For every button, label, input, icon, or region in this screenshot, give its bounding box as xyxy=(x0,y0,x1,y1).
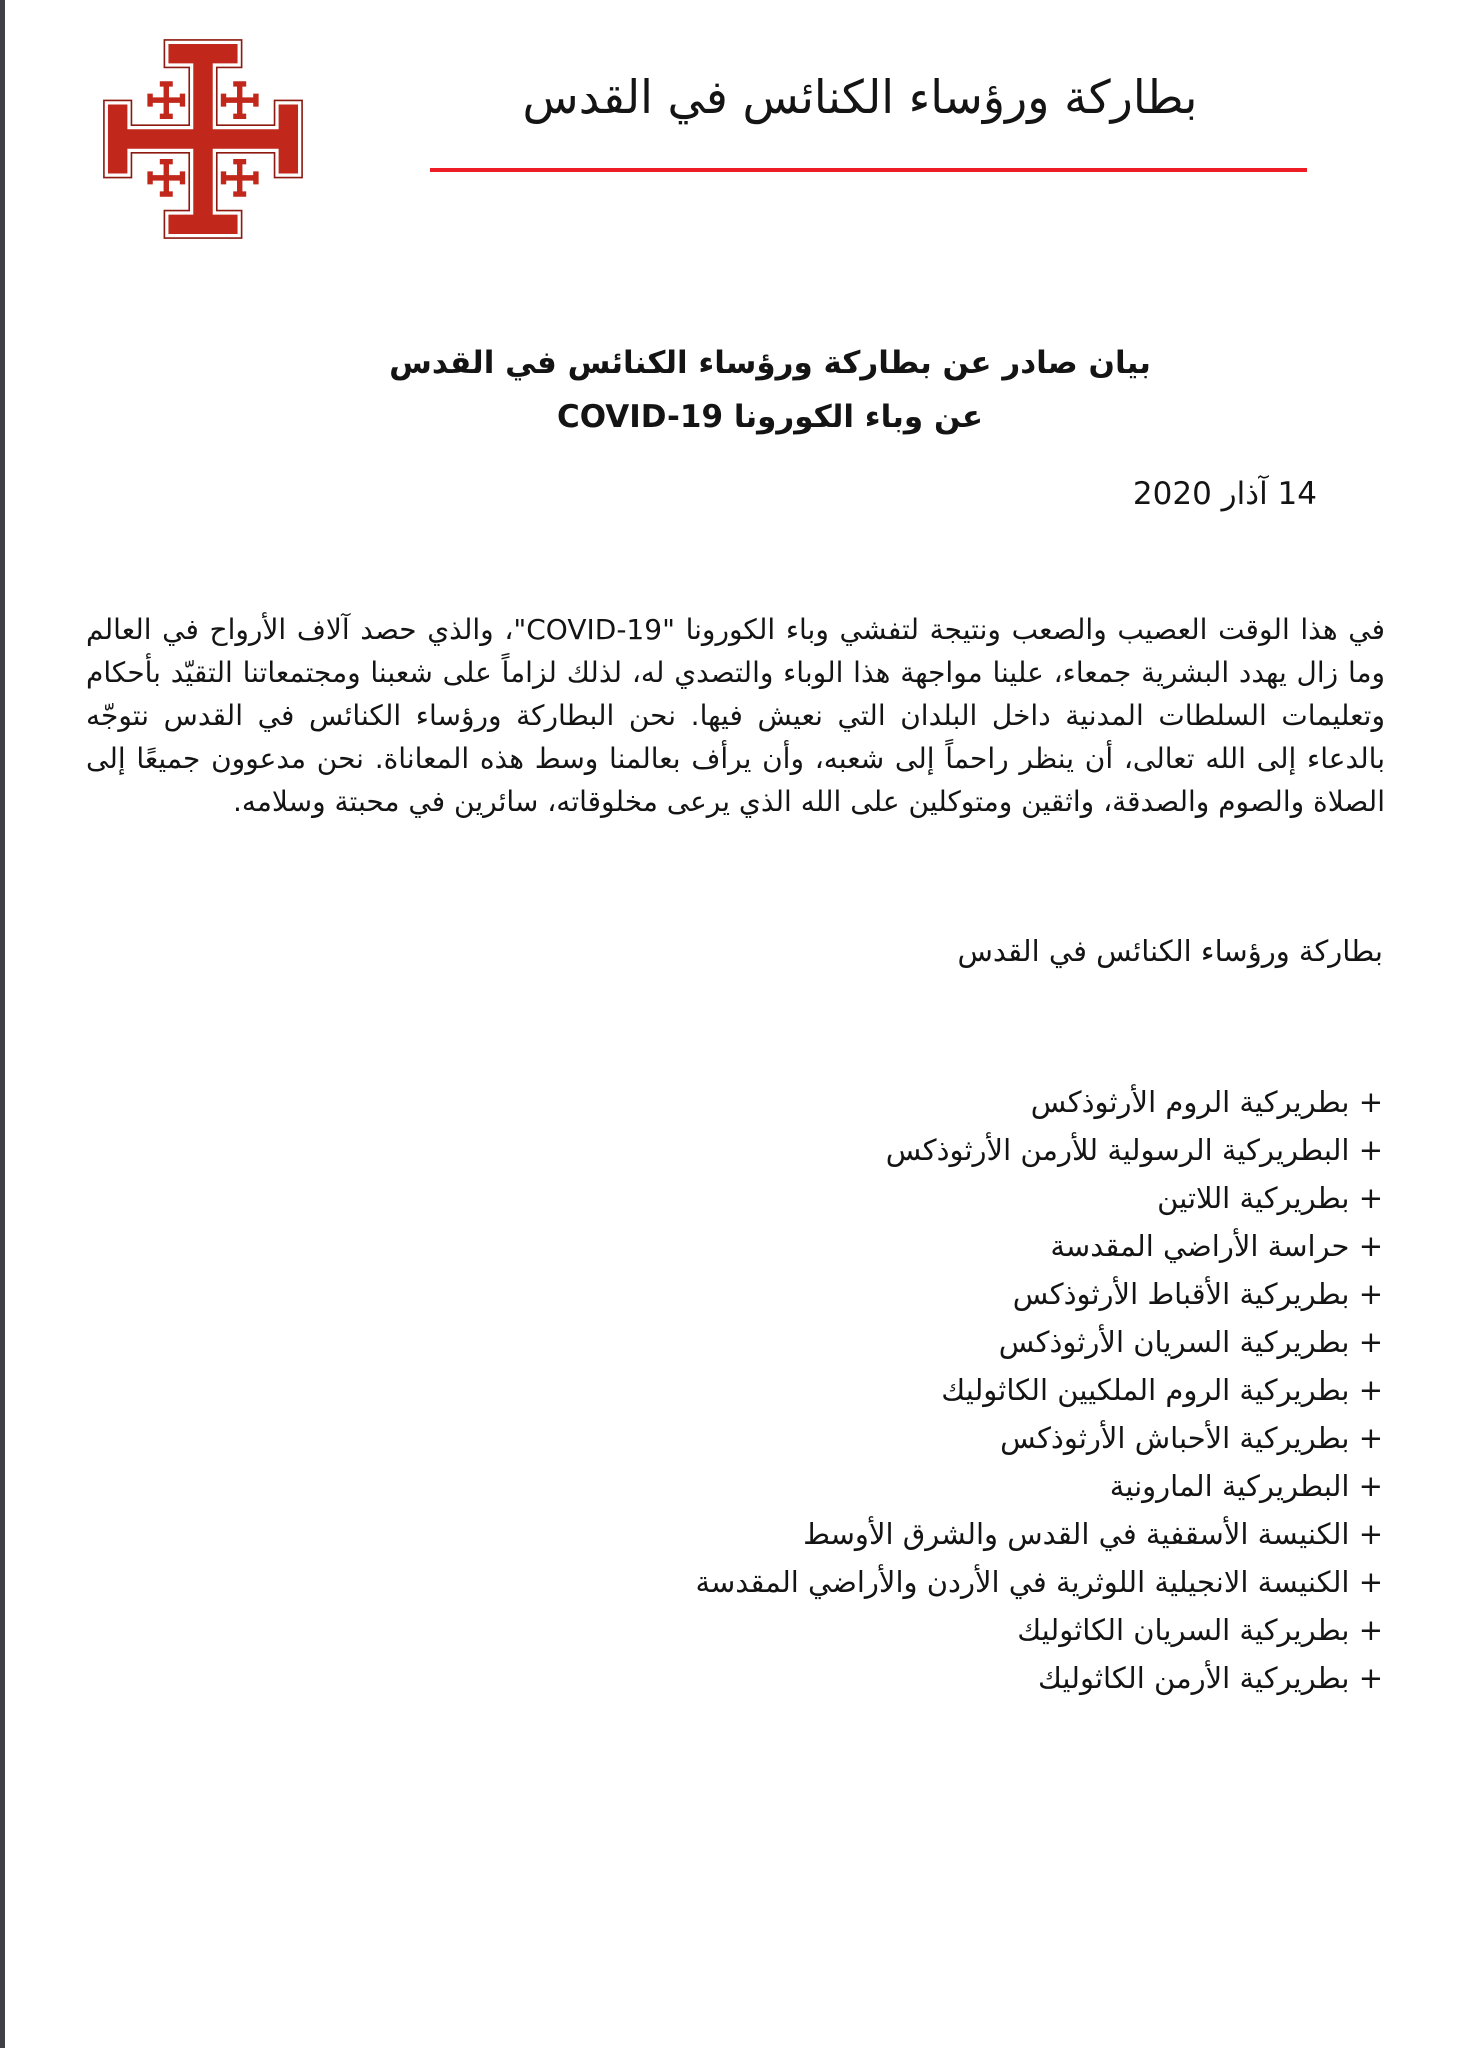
church-list-item: + حراسة الأراضي المقدسة xyxy=(1050,1229,1383,1263)
church-list-item: + بطريركية الروم الملكيين الكاثوليك xyxy=(941,1373,1383,1407)
jerusalem-cross-icon xyxy=(95,26,311,252)
church-list-item: + بطريركية السريان الأرثوذكس xyxy=(998,1325,1383,1359)
statement-heading-line1: بيان صادر عن بطاركة ورؤساء الكنائس في القدس xyxy=(389,345,1151,381)
statement-body: في هذا الوقت العصيب والصعب ونتيجة لتفشي وباء الكورونا "COVID-19"، والذي حصد آلاف الأرواح في العالم وما زال يهدد البشرية جمعاء، علينا مواجهة هذا الوباء والتصدي له، لذلك لزاماً على شعبنا ومجتمعاتنا التقيّد بأحكام وتعليمات السلطات المدنية داخل البلدان التي نعيش فيها. نحن البطاركة ورؤساء الكنائس في القدس نتوجّه بالدعاء إلى الله تعالى، أن ينظر راحماً إلى شعبه، وأن يرأف بعالمنا وسط هذه المعاناة. نحن مدعوون جميعًا إلى الصلاة والصوم والصدقة، واثقين ومتوكلين على الله الذي يرعى مخلوقاته، سائرين في محبتة وسلامه. xyxy=(86,613,1385,818)
statement-heading-line2: عن وباء الكورونا COVID-19 xyxy=(556,399,984,435)
church-list-item: + بطريركية الأرمن الكاثوليك xyxy=(1037,1661,1383,1695)
church-list-item: + بطريركية الأحباش الأرثوذكس xyxy=(1000,1421,1383,1455)
church-list-item: + بطريركية الروم الأرثوذكس xyxy=(1030,1085,1383,1119)
header-divider xyxy=(430,168,1307,172)
church-list-item: + البطريركية المارونية xyxy=(1109,1469,1383,1503)
signature-line: بطاركة ورؤساء الكنائس في القدس xyxy=(957,934,1383,968)
church-list-item: + بطريركية اللاتين xyxy=(1157,1181,1383,1215)
church-list xyxy=(86,1078,1383,1702)
org-title: بطاركة ورؤساء الكنائس في القدس xyxy=(522,70,1198,124)
church-list-item: + بطريركية السريان الكاثوليك xyxy=(1017,1613,1383,1647)
church-list-item: + الكنيسة الانجيلية اللوثرية في الأردن والأراضي المقدسة xyxy=(695,1565,1383,1599)
church-list-item: + البطريركية الرسولية للأرمن الأرثوذكس xyxy=(885,1133,1383,1167)
statement-date: 14 آذار 2020 xyxy=(1132,476,1317,512)
church-list-item: + بطريركية الأقباط الأرثوذكس xyxy=(1012,1277,1383,1311)
church-list-item: + الكنيسة الأسقفية في القدس والشرق الأوسط xyxy=(803,1517,1383,1551)
statement-heading xyxy=(150,336,1390,444)
left-edge-strip xyxy=(0,0,5,2048)
